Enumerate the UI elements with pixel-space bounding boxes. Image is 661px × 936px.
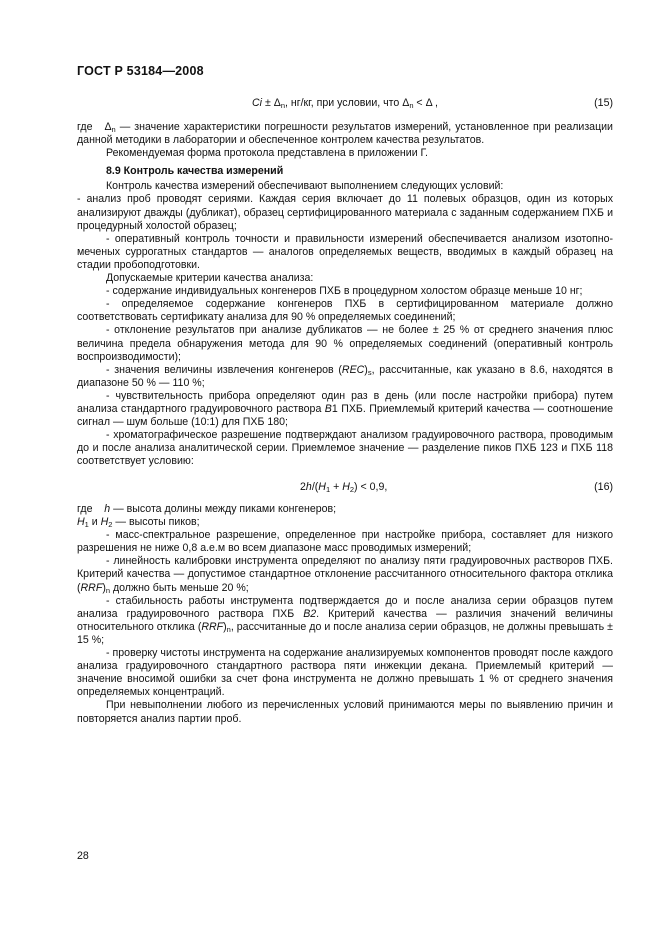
- linearity-sub: n: [105, 585, 111, 595]
- protocol-paragraph: Рекомендуемая форма протокола представлена в приложении Г.: [106, 147, 428, 160]
- stability-b2: B2: [303, 607, 317, 620]
- criterion-duplicates: - отклонение результатов при анализе дубликатов — не более ± 25 % от среднего значения плюс величина предела обнаружения метода для 90 % определяемых соединений (оперативный контроль воспроизводимости);: [77, 324, 613, 363]
- f16-sub1: 1: [325, 485, 331, 494]
- criterion-linearity: [77, 555, 613, 594]
- failure-paragraph: При невыполнении любого из перечисленных условий принимаются меры по выявлению причин и повторяется анализ партии проб.: [77, 699, 613, 725]
- f16-h: h: [305, 481, 312, 493]
- formula-ci: Ci: [252, 97, 263, 109]
- where-delta-paragraph: [77, 121, 613, 147]
- linearity-text-a: - линейность калибровки инструмента определяют по анализу пяти градуировочных растворов ПХБ. Критерий качества — допустимое стандартное отклонение рассчитанного относительного фактора отклика (: [77, 555, 613, 594]
- criterion-sensitivity: [77, 390, 613, 429]
- where-H2-sub: 2: [108, 520, 113, 530]
- where-H2: H: [100, 516, 109, 529]
- formula-delta-2: Δ: [402, 97, 410, 109]
- where-h-text: — высота долины между пиками конгенеров;: [110, 503, 337, 515]
- formula-end: Δ ,: [425, 97, 438, 109]
- sensitivity-text-b: 1 ПХБ. Приемлемый критерий качества — соотношение сигнал — шум больше (10:1) для ПХБ 180;: [77, 402, 613, 429]
- section-8-9-heading: 8.9 Контроль качества измерений: [106, 165, 284, 178]
- formula-delta: Δ: [273, 97, 281, 109]
- f16-tail: ) < 0,9,: [354, 481, 388, 493]
- condition-series: - анализ проб проводят сериями. Каждая серия включает до 11 полевых образцов, один из которых анализируют дважды (дубликат), образец сертифицированного материала с заданным содержанием ПХБ и процедурный холостой образец;: [77, 193, 613, 232]
- stability-text-a: - стабильность работы инструмента подтверждается до и после анализа серии образцов путем анализа градуировочного раствора ПХБ: [77, 594, 613, 620]
- recovery-paren: ): [364, 363, 368, 376]
- stability-text-b: . Критерий качества — различия значений величины относительного отклика (: [77, 607, 613, 633]
- criteria-intro: Допускаемые критерии качества анализа:: [106, 272, 314, 285]
- condition-operative-control: - оперативный контроль точности и правильности измерений обеспечивается анализом изотопно-меченых суррогатных стандартов — аналогов определяемых веществ, вводимых в каждый образец на стадии пробоподготовки.: [77, 232, 613, 271]
- formula-delta-sub: n: [280, 101, 285, 110]
- recovery-rec: REC: [341, 363, 365, 376]
- f16-slash: /(: [311, 481, 319, 493]
- f16-plus: +: [330, 481, 343, 493]
- f16-H2: H: [342, 481, 350, 493]
- criterion-certified-material: - определяемое содержание конгенеров ПХБ в сертифицированном материале должно соответствовать сертификату анализа для 90 % определяемых соединений;: [77, 298, 613, 324]
- f16-sub2: 2: [349, 485, 355, 494]
- formula-16-expression: [300, 480, 387, 494]
- condition-intro: Контроль качества измерений обеспечивают выполнением следующих условий:: [106, 180, 504, 193]
- where-h-symbol: h: [104, 503, 111, 515]
- recovery-text-a: - значения величины извлечения конгенеров (: [106, 363, 342, 376]
- criterion-stability: [77, 595, 613, 647]
- formula-15-expression: [252, 96, 438, 110]
- where-H1: H: [77, 516, 85, 529]
- stability-text-c: , рассчитанные до и после анализа серии образцов, не должны превышать ± 15 %;: [77, 620, 613, 646]
- formula-delta-sub-2: n: [409, 101, 414, 110]
- stability-rrf: RRF: [201, 620, 224, 633]
- linearity-paren: ): [102, 581, 106, 594]
- where-H-paragraph: [77, 516, 613, 529]
- where-word: где: [77, 121, 93, 133]
- criterion-blank: - содержание индивидуальных конгенеров ПХБ в процедурном холостом образце меньше 10 нг;: [106, 285, 583, 298]
- body-block-1: [77, 121, 613, 468]
- criterion-recovery: [77, 364, 613, 390]
- criterion-mass-resolution: - масс-спектральное разрешение, определенное при настройке прибора, составляет для низкого разрешения не ниже 0,8 а.е.м во всем диапазоне масс проводимых измерений;: [77, 529, 613, 555]
- stability-sub: n: [226, 624, 231, 634]
- body-block-2: [77, 503, 613, 726]
- where-H1-sub: 1: [84, 520, 89, 530]
- where-word-2: где: [77, 503, 93, 515]
- criterion-cleanliness: - проверку чистоты инструмента на содержание анализируемых компонентов проводят после каждого анализа градуировочного стандартного раствора пяти инжекции декана. Приемлемый критерий — значение вносимой ошибки за счет фона инструмента не должно превышать 1 % от среднего значения определяемых концентраций.: [77, 647, 613, 699]
- where-and: и: [88, 516, 101, 529]
- where-delta-sub: n: [111, 125, 116, 134]
- document-header: ГОСТ Р 53184—2008: [77, 64, 204, 78]
- criterion-resolution: - хроматографическое разрешение подтверждают анализом градуировочного раствора, проводимым до и после анализа аналитической серии. Приемлемое значение — разделение пиков ПХБ 123 и ПХБ 118 соответствует условию:: [77, 429, 613, 468]
- sensitivity-b: B: [324, 402, 332, 415]
- f16-H1: H: [318, 481, 326, 493]
- recovery-sub: s: [367, 367, 372, 377]
- page-number: 28: [77, 850, 89, 862]
- formula-lt: <: [413, 97, 426, 109]
- where-h-paragraph: [77, 503, 613, 516]
- f16-two: 2: [300, 481, 306, 493]
- stability-paren: ): [223, 620, 227, 633]
- where-delta-symbol: Δ: [104, 121, 112, 133]
- recovery-text-b: , рассчитанные, как указано в 8.6, находятся в диапазоне 50 % — 110 %;: [77, 363, 613, 389]
- linearity-text-b: должно быть меньше 20 %;: [110, 581, 249, 594]
- formula-16-number: (16): [594, 481, 613, 493]
- sensitivity-text-a: - чувствительность прибора определяют один раз в день (или после настройки прибора) путем анализа стандартного градуировочного раствора: [77, 389, 613, 415]
- formula-15: [77, 96, 613, 110]
- linearity-rrf: RRF: [80, 581, 103, 594]
- formula-pm: ±: [264, 97, 271, 109]
- formula-unit: , нг/кг, при условии, что: [285, 97, 403, 109]
- formula-16: [77, 480, 613, 494]
- where-delta-text: — значение характеристики погрешности результатов измерений, установленное при реализации данной методики в лаборатории и обеспеченное контролем качества результатов.: [77, 121, 613, 147]
- where-H-text: — высоты пиков;: [112, 516, 200, 529]
- formula-15-number: (15): [594, 97, 613, 109]
